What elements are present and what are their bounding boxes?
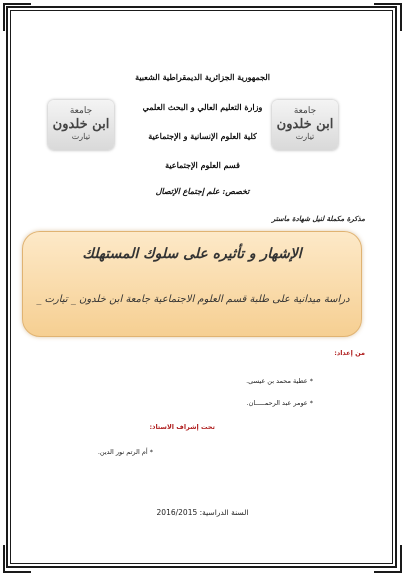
university-logo-right <box>272 100 338 150</box>
student-name: * عومر عبد الرحمـــــان. <box>246 399 313 407</box>
supervision-label: تحت إشراف الاستاذ: <box>149 423 215 431</box>
logo-text-line: تيارت <box>295 132 315 141</box>
logo-text-line: ابن خلدون <box>276 117 334 132</box>
thesis-title: الإشهار و تأثيره على سلوك المستهلك <box>82 246 302 262</box>
faculty-heading: كلية العلوم الإنسانية و الإجتماعية <box>148 131 257 141</box>
supervisor-name: * أم الرتم نور الدين. <box>97 448 153 456</box>
logo-text-line: ابن خلدون <box>52 117 110 132</box>
corner-ornament <box>3 545 31 573</box>
logo-text-line: تيارت <box>71 132 91 141</box>
memo-note: مذكرة مكملة لنيل شهادة ماستر <box>271 215 365 223</box>
corner-ornament <box>374 545 402 573</box>
title-box <box>22 231 362 337</box>
student-name: * عطية محمد بن عيسى. <box>246 377 313 385</box>
specialty-heading: تخصص: علم إجتماع الإتصال <box>155 186 250 196</box>
thesis-subtitle: دراسة ميدانية على طلبة قسم العلوم الاجتماعية جامعة ابن خلدون _ تيارت _ <box>36 294 350 305</box>
republic-heading: الجمهورية الجزائرية الديمقراطية الشعبية <box>135 72 270 82</box>
logo-text-line: جامعة <box>293 106 317 116</box>
prepared-by-label: من إعداد: <box>334 349 365 357</box>
academic-year: السنة الدراسية: 2016/2015 <box>156 508 249 517</box>
ministry-heading: وزارة التعليم العالي و البحث العلمي <box>142 102 263 112</box>
corner-ornament <box>3 3 31 31</box>
department-heading: قسم العلوم الإجتماعية <box>165 160 240 170</box>
university-logo-left <box>48 100 114 150</box>
corner-ornament <box>374 3 402 31</box>
logo-text-line: جامعة <box>69 106 93 116</box>
